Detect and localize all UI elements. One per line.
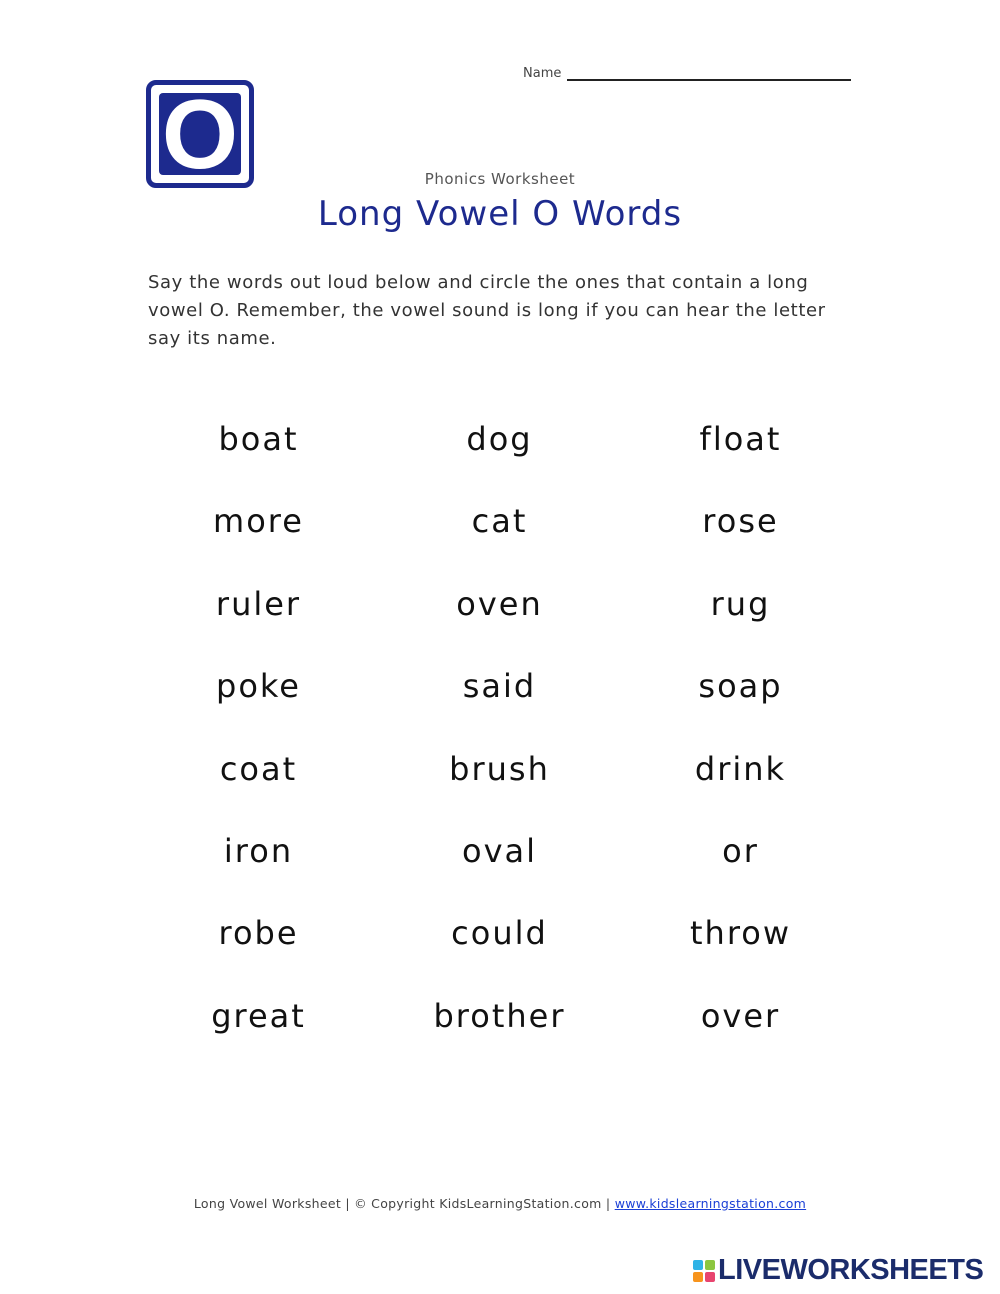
word-item[interactable]: dog: [466, 420, 533, 458]
instructions-text: Say the words out loud below and circle the ones that contain a long vowel O. Remember, the vowel sound is long if you can hear the letter say its name.: [148, 272, 826, 349]
name-line[interactable]: [567, 67, 851, 81]
word-item[interactable]: boat: [218, 420, 299, 458]
footer-text: Long Vowel Worksheet | © Copyright KidsLearningStation.com |: [193, 1196, 615, 1211]
word-item[interactable]: brush: [449, 749, 550, 788]
word-item[interactable]: rug: [710, 584, 771, 623]
letter-o-glyph: O: [159, 93, 241, 175]
liveworksheets-logo-text: LIVEWORKSHEETS: [718, 1254, 984, 1286]
worksheet-subtitle: Phonics Worksheet: [424, 170, 576, 188]
name-field-row: [523, 66, 851, 81]
word-item[interactable]: said: [462, 667, 537, 706]
liveworksheets-icon: [693, 1260, 715, 1282]
word-item[interactable]: cat: [471, 502, 528, 541]
word-item[interactable]: drink: [694, 749, 787, 788]
word-item[interactable]: soap: [698, 667, 783, 706]
word-item[interactable]: ruler: [215, 584, 302, 623]
word-grid: [138, 413, 862, 1072]
word-item[interactable]: oven: [456, 584, 543, 623]
word-item[interactable]: or: [722, 831, 759, 870]
word-item[interactable]: oval: [461, 831, 537, 870]
word-item[interactable]: coat: [219, 749, 298, 788]
word-item[interactable]: iron: [223, 831, 294, 870]
word-item[interactable]: more: [213, 502, 304, 541]
word-item[interactable]: poke: [216, 667, 301, 706]
word-item[interactable]: great: [211, 996, 306, 1035]
footer: [0, 1196, 1000, 1211]
liveworksheets-logo[interactable]: [693, 1256, 983, 1285]
word-item[interactable]: throw: [689, 914, 792, 953]
worksheet-title: Long Vowel O Words: [317, 194, 683, 234]
footer-link[interactable]: www.kidslearningstation.com: [614, 1196, 807, 1211]
word-item[interactable]: robe: [218, 914, 299, 953]
name-label: Name: [523, 66, 562, 81]
word-item[interactable]: brother: [433, 996, 566, 1035]
word-item[interactable]: over: [700, 996, 781, 1035]
word-item[interactable]: rose: [702, 502, 779, 541]
word-item[interactable]: could: [451, 914, 548, 953]
word-item[interactable]: float: [699, 420, 782, 458]
